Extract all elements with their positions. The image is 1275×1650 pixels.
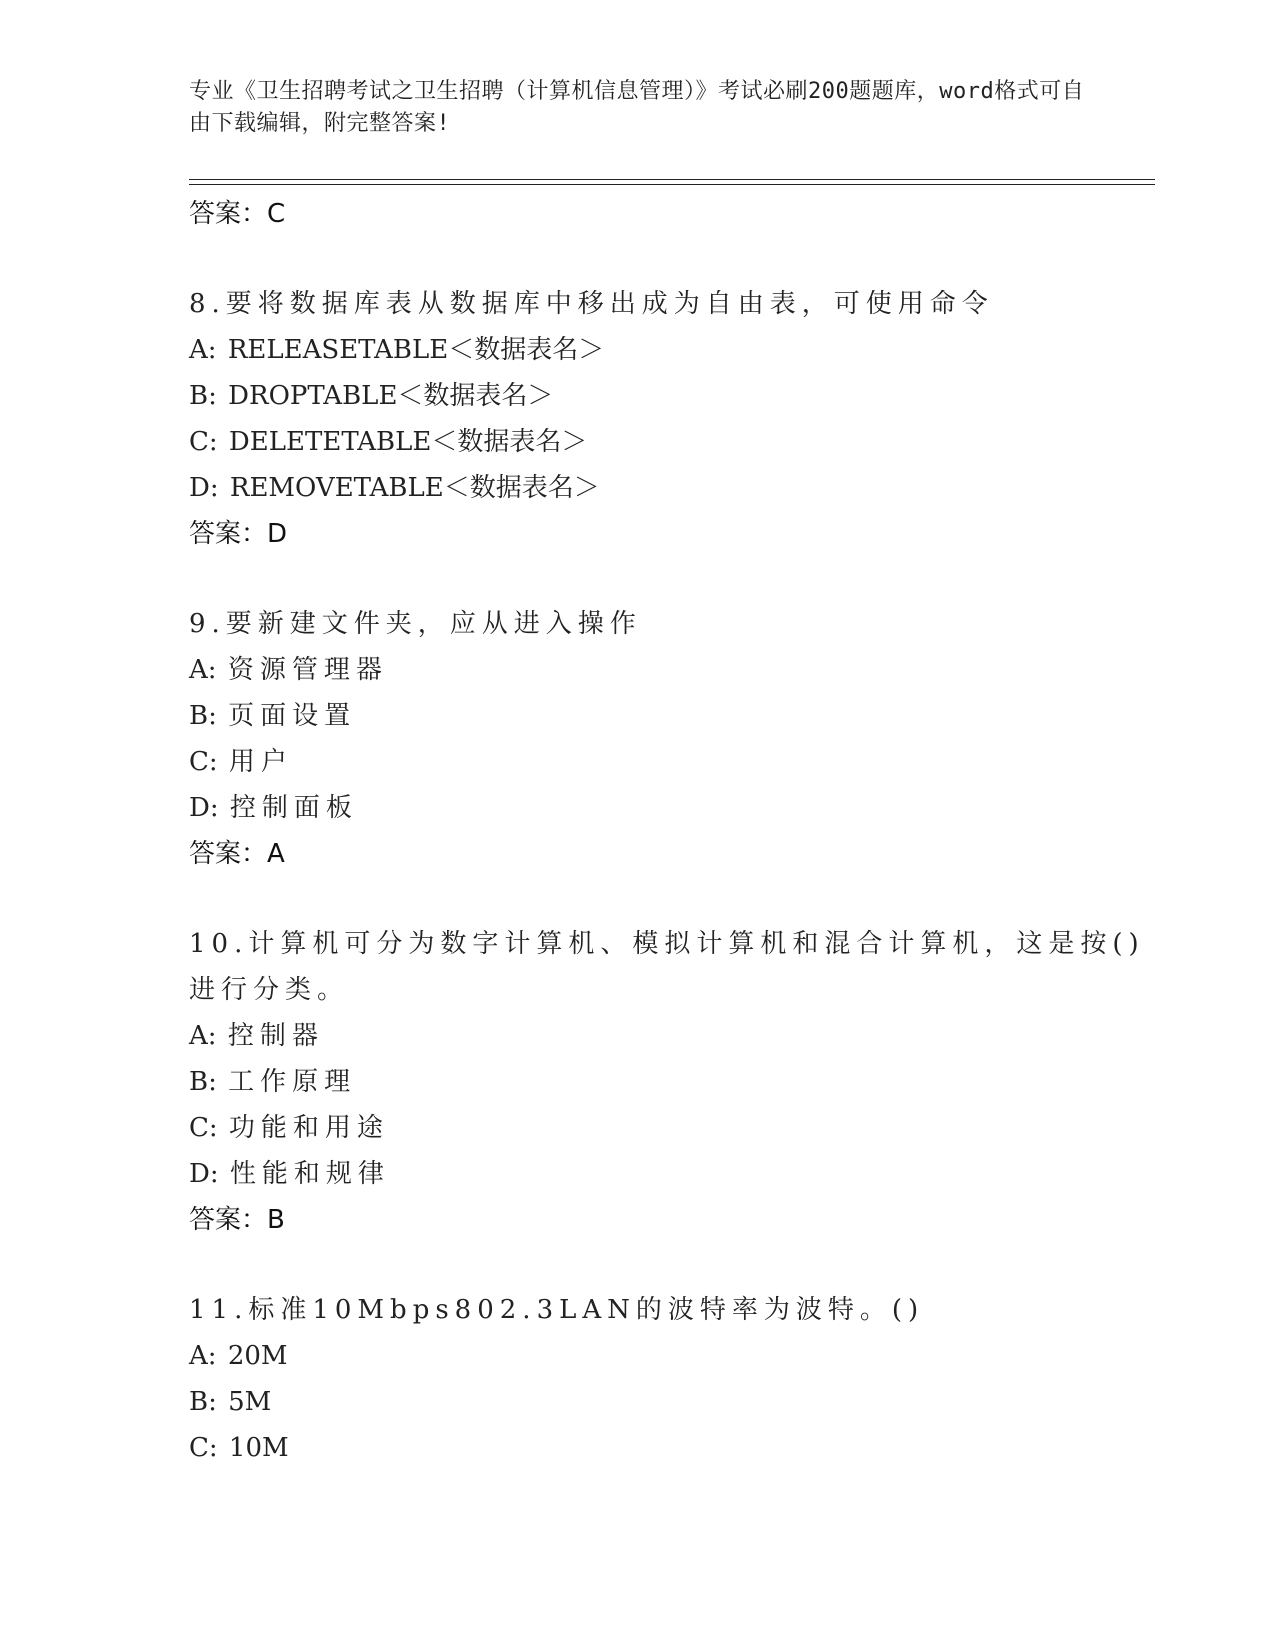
question-stem: 11.标准10Mbps802.3LAN的波特率为波特。()	[189, 1295, 925, 1325]
option-c	[189, 419, 1155, 465]
option-letter: D:	[189, 473, 219, 503]
option-text: 资源管理器	[227, 655, 388, 685]
option-text: DELETETABLE＜数据表名＞	[228, 427, 588, 457]
question-block	[189, 601, 1155, 877]
option-a	[189, 1013, 1155, 1059]
option-a	[189, 1333, 1155, 1379]
option-text: 5M	[228, 1387, 272, 1417]
option-letter: C:	[189, 747, 218, 777]
option-letter: A:	[189, 655, 217, 685]
option-text: 控制器	[227, 1021, 324, 1051]
answer-label: 答案：	[189, 199, 268, 229]
option-letter: B:	[189, 1067, 217, 1097]
option-c	[189, 739, 1155, 785]
answer-key: C	[267, 199, 288, 229]
option-letter: A:	[189, 335, 217, 365]
answer-line	[189, 511, 1155, 557]
option-a	[189, 327, 1155, 373]
option-text: 工作原理	[228, 1067, 357, 1097]
option-text: 用户	[228, 747, 293, 777]
option-letter: B:	[189, 701, 217, 731]
answer-key: B	[267, 1205, 287, 1235]
answer-label: 答案：	[189, 839, 268, 869]
answer-key: A	[267, 839, 287, 869]
option-text: 20M	[227, 1341, 288, 1371]
option-letter: A:	[189, 1341, 217, 1371]
option-text: 10M	[228, 1433, 289, 1463]
question-stem: 8.要将数据库表从数据库中移出成为自由表，可使用命令	[189, 289, 994, 319]
question-list	[189, 191, 1155, 1471]
option-b	[189, 693, 1155, 739]
option-text: 性能和规律	[229, 1159, 390, 1189]
option-letter: C:	[189, 427, 218, 457]
option-b	[189, 1379, 1155, 1425]
option-letter: D:	[189, 1159, 219, 1189]
option-letter: C:	[189, 1113, 218, 1143]
answer-line	[189, 1197, 1155, 1243]
option-text: REMOVETABLE＜数据表名＞	[229, 473, 600, 503]
option-a	[189, 647, 1155, 693]
option-text: RELEASETABLE＜数据表名＞	[227, 335, 605, 365]
option-letter: B:	[189, 381, 217, 411]
option-text: 页面设置	[228, 701, 357, 731]
option-letter: D:	[189, 793, 219, 823]
option-b	[189, 373, 1155, 419]
option-d	[189, 785, 1155, 831]
question-stem: 10.计算机可分为数字计算机、模拟计算机和混合计算机，这是按()进行分类。	[189, 929, 1145, 1005]
answer-line	[189, 831, 1155, 877]
document-title: 专业《卫生招聘考试之卫生招聘（计算机信息管理）》考试必刷200题题库，word格式可自由下载编辑，附完整答案!	[189, 79, 1085, 136]
option-b	[189, 1059, 1155, 1105]
answer-line	[189, 191, 1155, 237]
question-block	[189, 1287, 1155, 1471]
option-text: 控制面板	[229, 793, 358, 823]
question-stem: 9.要新建文件夹，应从进入操作	[189, 609, 642, 639]
question-block	[189, 281, 1155, 557]
header-divider-bottom	[189, 184, 1155, 185]
option-d	[189, 1151, 1155, 1197]
option-letter: C:	[189, 1433, 218, 1463]
option-text: DROPTABLE＜数据表名＞	[228, 381, 554, 411]
answer-label: 答案：	[189, 519, 268, 549]
option-c	[189, 1105, 1155, 1151]
option-letter: B:	[189, 1387, 217, 1417]
option-c	[189, 1425, 1155, 1471]
answer-label: 答案：	[189, 1205, 268, 1235]
option-letter: A:	[189, 1021, 217, 1051]
option-d	[189, 465, 1155, 511]
question-block	[189, 921, 1155, 1243]
option-text: 功能和用途	[228, 1113, 389, 1143]
answer-key: D	[267, 519, 290, 549]
header-divider-top	[189, 179, 1155, 180]
